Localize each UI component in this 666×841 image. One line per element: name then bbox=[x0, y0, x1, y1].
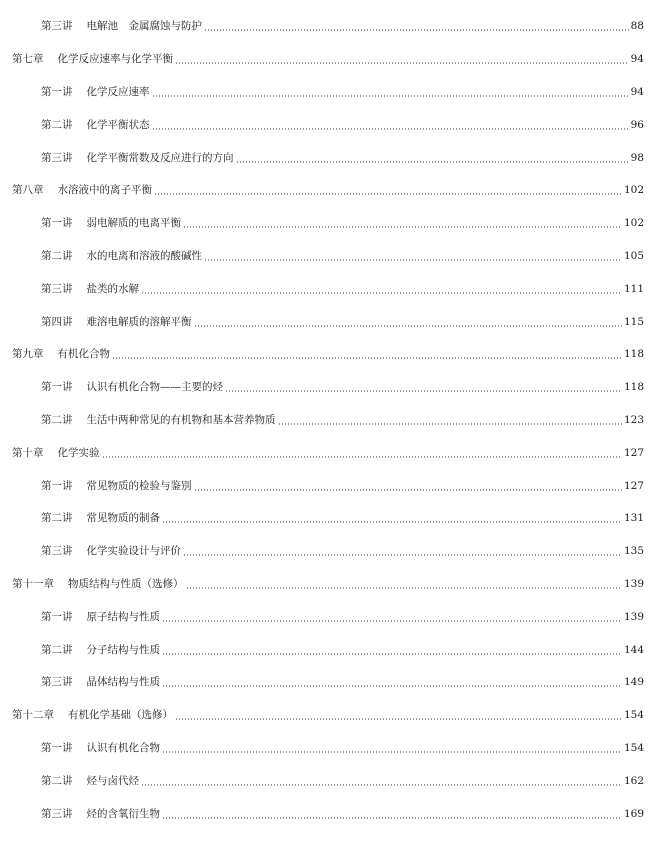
toc-dot-leader bbox=[162, 685, 622, 687]
toc-page-number: 94 bbox=[630, 85, 644, 98]
toc-entry-label: 第十章 bbox=[12, 446, 44, 459]
toc-page-number: 149 bbox=[623, 676, 644, 689]
toc-page-number: 144 bbox=[623, 643, 644, 656]
toc-page-number: 127 bbox=[623, 446, 644, 459]
toc-section-entry[interactable] bbox=[0, 600, 666, 633]
toc-entry-title: 认识有机化合物 bbox=[86, 741, 160, 754]
table-of-contents bbox=[0, 10, 666, 830]
toc-entry-title: 化学实验设计与评价 bbox=[86, 545, 181, 558]
toc-entry-label: 第二讲 bbox=[41, 118, 73, 131]
toc-entry-label: 第三讲 bbox=[41, 151, 73, 164]
toc-dot-leader bbox=[194, 489, 622, 491]
toc-dot-leader bbox=[152, 95, 629, 97]
toc-entry-title: 有机化学基础（选修） bbox=[68, 709, 173, 722]
toc-page-number: 139 bbox=[623, 577, 644, 590]
toc-page-number: 162 bbox=[623, 774, 644, 787]
toc-entry-label: 第三讲 bbox=[41, 20, 73, 33]
toc-page-number: 118 bbox=[623, 348, 644, 361]
toc-dot-leader bbox=[175, 62, 629, 64]
toc-dot-leader bbox=[175, 718, 622, 720]
toc-entry-label: 第二讲 bbox=[41, 413, 73, 426]
toc-section-entry[interactable] bbox=[0, 10, 666, 43]
toc-chapter-entry[interactable] bbox=[0, 568, 666, 601]
toc-entry-title: 分子结构与性质 bbox=[86, 643, 160, 656]
toc-entry-label: 第十二章 bbox=[12, 709, 54, 722]
toc-dot-leader bbox=[162, 751, 622, 753]
toc-entry-label: 第四讲 bbox=[41, 315, 73, 328]
toc-entry-title: 化学反应速率与化学平衡 bbox=[57, 53, 173, 66]
toc-entry-label: 第三讲 bbox=[41, 676, 73, 689]
toc-section-entry[interactable] bbox=[0, 240, 666, 273]
toc-entry-label: 第九章 bbox=[12, 348, 44, 361]
toc-dot-leader bbox=[152, 128, 629, 130]
toc-page-number: 118 bbox=[623, 381, 644, 394]
toc-dot-leader bbox=[194, 325, 622, 327]
toc-entry-label: 第二讲 bbox=[41, 249, 73, 262]
toc-entry-label: 第三讲 bbox=[41, 282, 73, 295]
toc-entry-label: 第一讲 bbox=[41, 217, 73, 230]
toc-page-number: 115 bbox=[623, 315, 644, 328]
toc-section-entry[interactable] bbox=[0, 207, 666, 240]
toc-page-number: 127 bbox=[623, 479, 644, 492]
toc-page-number: 102 bbox=[623, 217, 644, 230]
toc-dot-leader bbox=[141, 292, 622, 294]
toc-dot-leader bbox=[204, 29, 629, 31]
toc-dot-leader bbox=[236, 161, 629, 163]
toc-entry-title: 化学反应速率 bbox=[86, 85, 150, 98]
toc-entry-label: 第一讲 bbox=[41, 479, 73, 492]
toc-entry-title: 常见物质的检验与鉴别 bbox=[86, 479, 192, 492]
toc-dot-leader bbox=[186, 587, 622, 589]
toc-page-number: 154 bbox=[623, 709, 644, 722]
toc-page-number: 139 bbox=[623, 610, 644, 623]
toc-entry-label: 第二讲 bbox=[41, 643, 73, 656]
toc-dot-leader bbox=[112, 357, 622, 359]
toc-entry-label: 第三讲 bbox=[41, 807, 73, 820]
toc-page-number: 105 bbox=[623, 249, 644, 262]
toc-section-entry[interactable] bbox=[0, 666, 666, 699]
toc-section-entry[interactable] bbox=[0, 732, 666, 765]
toc-entry-title: 盐类的水解 bbox=[86, 282, 139, 295]
toc-page-number: 96 bbox=[630, 118, 644, 131]
toc-entry-title: 水的电离和溶液的酸碱性 bbox=[86, 249, 202, 262]
toc-entry-label: 第二讲 bbox=[41, 512, 73, 525]
toc-chapter-entry[interactable] bbox=[0, 699, 666, 732]
toc-page-number: 98 bbox=[630, 151, 644, 164]
toc-dot-leader bbox=[204, 259, 622, 261]
toc-section-entry[interactable] bbox=[0, 76, 666, 109]
toc-entry-title: 电解池 金属腐蚀与防护 bbox=[86, 20, 202, 33]
toc-page-number: 111 bbox=[623, 282, 644, 295]
toc-entry-title: 烃的含氧衍生物 bbox=[86, 807, 160, 820]
toc-entry-label: 第七章 bbox=[12, 53, 44, 66]
toc-dot-leader bbox=[102, 456, 622, 458]
toc-section-entry[interactable] bbox=[0, 535, 666, 568]
toc-dot-leader bbox=[183, 226, 622, 228]
toc-page-number: 94 bbox=[630, 53, 644, 66]
toc-entry-title: 物质结构与性质（选修） bbox=[68, 577, 184, 590]
toc-section-entry[interactable] bbox=[0, 141, 666, 174]
toc-chapter-entry[interactable] bbox=[0, 338, 666, 371]
toc-entry-title: 烃与卤代烃 bbox=[86, 774, 139, 787]
toc-dot-leader bbox=[162, 817, 622, 819]
toc-entry-title: 难溶电解质的溶解平衡 bbox=[86, 315, 192, 328]
toc-section-entry[interactable] bbox=[0, 404, 666, 437]
toc-entry-title: 化学平衡状态 bbox=[86, 118, 150, 131]
toc-entry-title: 有机化合物 bbox=[57, 348, 110, 361]
toc-dot-leader bbox=[162, 620, 622, 622]
toc-section-entry[interactable] bbox=[0, 108, 666, 141]
toc-entry-title: 原子结构与性质 bbox=[86, 610, 160, 623]
toc-entry-label: 第三讲 bbox=[41, 545, 73, 558]
toc-dot-leader bbox=[162, 653, 622, 655]
toc-entry-label: 第一讲 bbox=[41, 85, 73, 98]
toc-entry-label: 第一讲 bbox=[41, 741, 73, 754]
toc-entry-label: 第一讲 bbox=[41, 381, 73, 394]
toc-section-entry[interactable] bbox=[0, 764, 666, 797]
toc-entry-title: 认识有机化合物——主要的烃 bbox=[86, 381, 223, 394]
toc-page-number: 123 bbox=[623, 413, 644, 426]
toc-section-entry[interactable] bbox=[0, 371, 666, 404]
toc-section-entry[interactable] bbox=[0, 633, 666, 666]
toc-entry-title: 化学平衡常数及反应进行的方向 bbox=[86, 151, 234, 164]
toc-page-number: 154 bbox=[623, 741, 644, 754]
toc-dot-leader bbox=[278, 423, 622, 425]
toc-section-entry[interactable] bbox=[0, 797, 666, 830]
toc-dot-leader bbox=[141, 784, 622, 786]
toc-entry-label: 第二讲 bbox=[41, 774, 73, 787]
toc-entry-label: 第十一章 bbox=[12, 577, 54, 590]
toc-section-entry[interactable] bbox=[0, 305, 666, 338]
toc-page-number: 135 bbox=[623, 545, 644, 558]
toc-section-entry[interactable] bbox=[0, 272, 666, 305]
toc-entry-label: 第八章 bbox=[12, 184, 44, 197]
toc-page-number: 131 bbox=[623, 512, 644, 525]
toc-section-entry[interactable] bbox=[0, 469, 666, 502]
toc-entry-title: 晶体结构与性质 bbox=[86, 676, 160, 689]
toc-dot-leader bbox=[154, 193, 622, 195]
toc-entry-title: 弱电解质的电离平衡 bbox=[86, 217, 181, 230]
toc-page-number: 102 bbox=[623, 184, 644, 197]
toc-chapter-entry[interactable] bbox=[0, 436, 666, 469]
toc-chapter-entry[interactable] bbox=[0, 174, 666, 207]
toc-dot-leader bbox=[162, 521, 622, 523]
toc-dot-leader bbox=[225, 390, 622, 392]
toc-entry-label: 第一讲 bbox=[41, 610, 73, 623]
toc-dot-leader bbox=[183, 554, 622, 556]
toc-section-entry[interactable] bbox=[0, 502, 666, 535]
toc-entry-title: 化学实验 bbox=[57, 446, 100, 459]
toc-entry-title: 常见物质的制备 bbox=[86, 512, 160, 525]
toc-entry-title: 水溶液中的离子平衡 bbox=[57, 184, 152, 197]
toc-entry-title: 生活中两种常见的有机物和基本营养物质 bbox=[86, 413, 276, 426]
toc-page-number: 169 bbox=[623, 807, 644, 820]
toc-page-number: 88 bbox=[630, 20, 644, 33]
toc-chapter-entry[interactable] bbox=[0, 43, 666, 76]
